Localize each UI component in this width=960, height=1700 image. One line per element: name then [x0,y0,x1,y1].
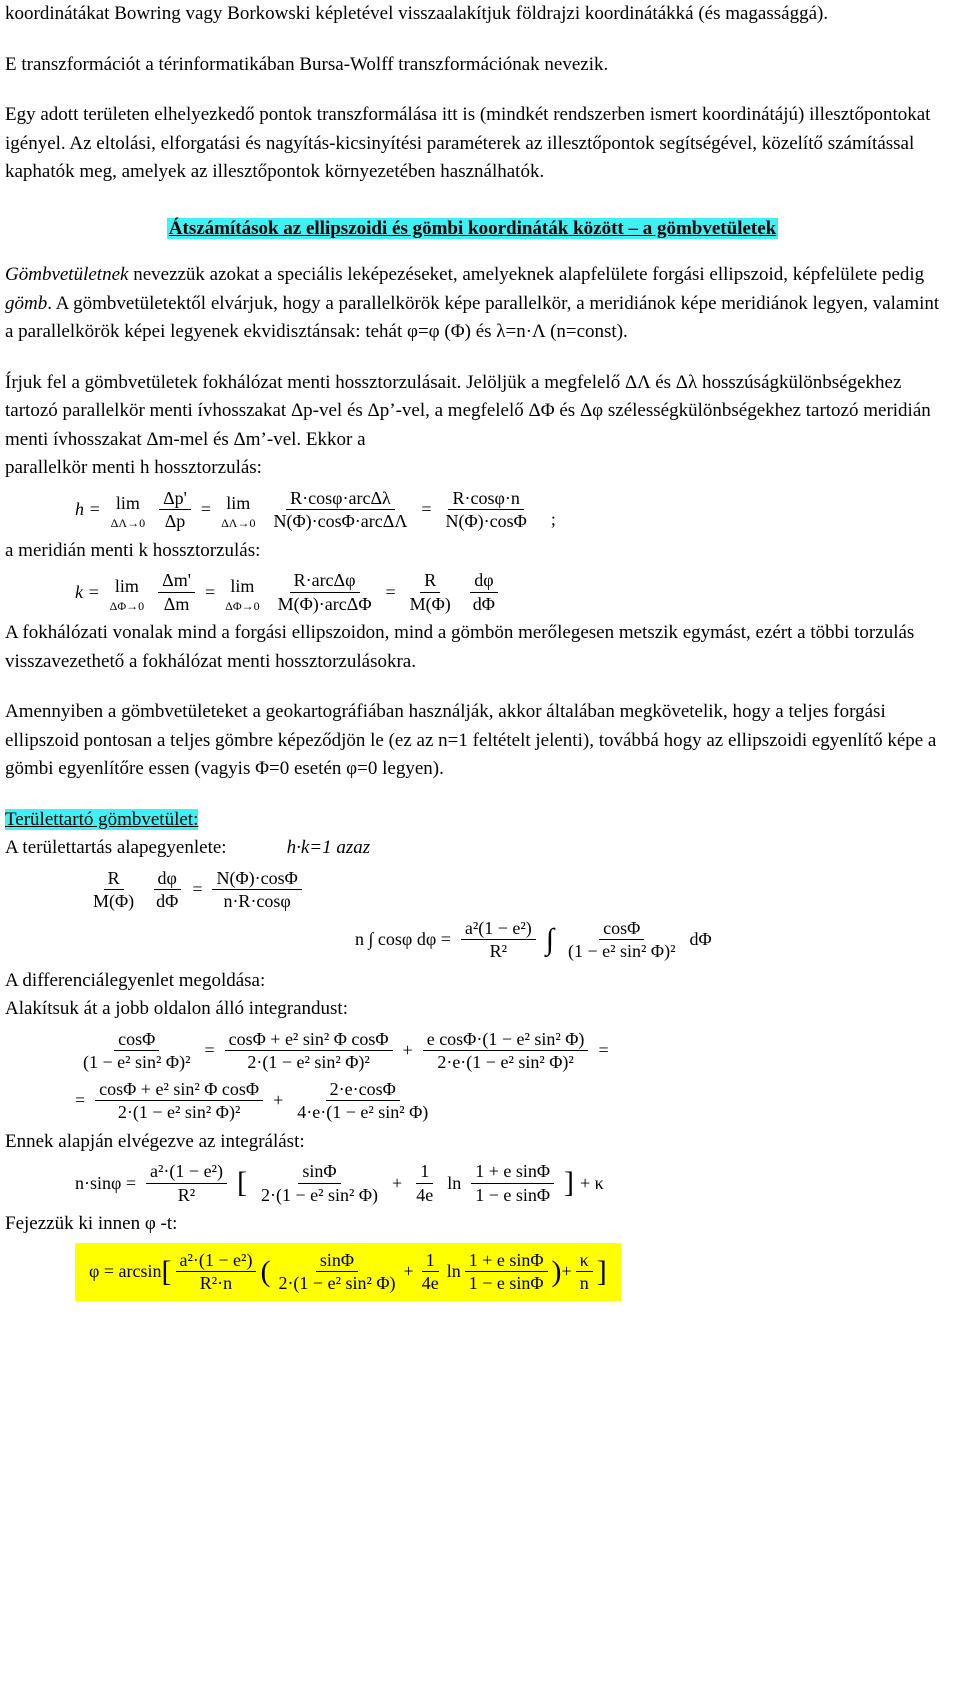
fraction-numerator: R·cosφ·arcΔλ [286,487,395,511]
fraction-denominator: Δp [164,511,186,531]
fraction-numerator: a²·(1 − e²) [146,1160,227,1184]
fraction-numerator: R·cosφ·n [448,487,523,511]
fraction [212,867,301,913]
fraction-denominator: 1 − e sinΦ [475,1184,551,1205]
paragraph-7: a meridián menti k hossztorzulás: [5,539,261,561]
fraction-denominator: Δm [163,593,190,614]
fraction-denominator: (1 − e² sin² Φ)² [83,1052,191,1072]
fraction [152,867,182,913]
lim-sub: ΔΛ→0 [221,516,256,530]
eq-text: + [561,1261,572,1281]
fraction-numerator: cosΦ + e² sin² Φ cosΦ [225,1028,393,1052]
fraction-numerator: cosΦ [114,1028,159,1052]
plus-sign: + [403,1261,414,1281]
sub-heading-text: Területtartó gömbvetület: [5,808,199,830]
lim-text: lim [226,493,251,513]
fraction [469,569,499,615]
fraction-denominator: N(Φ)·cosΦ·arcΔΛ [273,511,408,531]
fraction-denominator: 2·e·(1 − e² sin² Φ)² [437,1052,574,1072]
fraction [293,1078,432,1124]
equation-area-1 [85,867,940,913]
fraction-numerator: R [104,867,124,891]
fraction-numerator: Δm' [158,569,195,593]
equals-sign: = [598,1040,609,1060]
fraction [269,487,411,533]
fraction [257,1160,382,1206]
equation-h [75,487,940,533]
fraction [564,917,679,963]
fraction-denominator: dΦ [472,593,495,614]
plus-sign: + [273,1090,284,1110]
equals-sign: = [192,879,203,899]
eq-k-lhs: k = [75,581,100,602]
fraction-denominator: (1 − e² sin² Φ)² [568,941,676,961]
fraction [159,487,191,533]
paragraph-11: A differenciálegyenlet megoldása: [5,969,266,991]
equation-k [75,569,940,615]
fraction-numerator: sinΦ [298,1160,340,1184]
paragraph-6: parallelkör menti h hossztorzulás: [5,457,262,478]
equals-sign: = [421,499,432,519]
equals-sign: = [385,581,396,602]
fraction-denominator: n·R·cosφ [223,891,291,911]
bracket-close: ) [551,1254,562,1288]
eq-text: dΦ [689,929,712,949]
fraction [471,1160,554,1206]
fraction-denominator: R² [489,941,508,961]
fraction-numerator: sinΦ [316,1249,358,1273]
fraction [274,1249,399,1295]
paragraph-10: A területtartás alapegyenlete: [5,837,227,858]
fraction-numerator: 1 [422,1249,439,1273]
fraction-numerator: a²(1 − e²) [461,917,536,941]
term-gombvetulet: Gömbvetületnek [5,264,129,285]
fraction-numerator: a²·(1 − e²) [176,1249,257,1273]
eq-text: ln [446,1261,461,1281]
fraction-denominator: M(Φ)·arcΔΦ [277,593,372,614]
fraction [423,1028,589,1074]
paragraph-4-part-b: . A gömbvetületektől elvárjuk, hogy a parallelkörök képe parallelkör, a meridiánok képe meridiánok legyen, valamint a parallelkörök képei legyenek ekvidisztánsak: tehát φ=φ (Φ) és λ=n·Λ (n=const). [5,292,940,342]
paragraph-14: Fejezzük ki innen φ -t: [5,1213,178,1234]
bracket-open: ( [260,1254,271,1288]
lim-text: lim [115,493,140,513]
paragraph-3: Egy adott területen elhelyezkedő pontok transzformálása itt is (mindkét rendszerben ismert koordinátájú) illesztőpontokat igényel. Az eltolási, elforgatási és nagyítás-kicsinyítési paraméterek az illesztőpontok segítségével, közelítő számítással kaphatók meg, amelyek az illesztőpontok környezetében használhatók. [5,104,931,182]
paragraph-4 [5,261,940,347]
fraction-denominator: 4·e·(1 − e² sin² Φ) [297,1102,429,1122]
paragraph-9: Amennyiben a gömbvetületeket a geokartográfiában használják, akkor általában megkövetelik, hogy a teljes forgási ellipszoid pontosan a teljes gömbre képeződjön le (ez az n=1 feltételt jelenti), továbbá hogy az ellipszoidi egyenlítő képe a gömbi egyenlítőre essen (vagyis Φ=0 esetén φ=0 legyen). [5,701,937,779]
fraction [274,569,376,615]
integral-sign: ∫ [545,922,554,956]
fraction-denominator: R²·n [199,1273,233,1293]
plus-sign: + [402,1040,413,1060]
fraction-numerator: Δp' [159,487,191,511]
fraction [176,1249,257,1295]
fraction [158,569,195,615]
fraction-numerator: 1 + e sinΦ [465,1249,548,1273]
fraction [406,569,455,615]
fraction-numerator: R·arcΔφ [290,569,360,593]
fraction-numerator: 1 [416,1160,433,1184]
paragraph-13: Ennek alapján elvégezve az integrálást: [5,1130,305,1152]
area-condition-row [5,834,940,863]
bracket-close: ] [564,1166,575,1199]
equation-phi-result [75,1243,621,1301]
fraction-denominator: dΦ [156,891,179,911]
lim-sub: ΔΛ→0 [110,516,146,530]
fraction-denominator: M(Φ) [409,593,451,614]
lim-sub: ΔΦ→0 [225,598,260,613]
fraction-numerator: dφ [470,569,497,593]
fraction-denominator: 4e [421,1273,439,1293]
term-gomb: gömb [5,292,48,314]
fraction-numerator: 2·e·cosΦ [326,1078,400,1102]
plus-sign: + [392,1172,403,1193]
fraction-denominator: M(Φ) [93,891,135,911]
fraction [418,1249,443,1295]
section-heading [5,215,940,244]
equals-sign: = [204,581,216,602]
eq-h-lhs: h = [75,499,101,519]
fraction-numerator: 1 + e sinΦ [471,1160,554,1184]
lim-text: lim [114,575,139,596]
equals-sign: = [200,499,212,519]
fraction [95,1078,263,1124]
fraction-denominator: 1 − e sinΦ [468,1273,544,1293]
paragraph-2: E transzformációt a térinformatikában Bursa-Wolff transzformációnak nevezik. [5,53,609,75]
equals-sign: = [75,1090,86,1110]
lim-sub: ΔΦ→0 [109,598,145,613]
fraction [465,1249,548,1295]
fraction-numerator: cosΦ [599,917,644,941]
fraction [225,1028,393,1074]
fraction-numerator: N(Φ)·cosΦ [212,867,301,891]
fraction-denominator: 2·(1 − e² sin² Φ)² [247,1052,370,1072]
eq-text: φ = arcsin [89,1261,162,1281]
limit-k-1 [110,573,145,612]
equals-sign: = [204,1040,215,1060]
fraction [412,1160,437,1206]
fraction [146,1160,227,1206]
bracket-close: ] [596,1254,607,1288]
paragraph-1: koordinátákat Bowring vagy Borkowski képletével visszaalakítjuk földrajzi koordinátákká (és magassággá). [5,3,829,24]
lim-text: lim [230,575,255,596]
fraction-numerator: e cosΦ·(1 − e² sin² Φ) [423,1028,589,1052]
fraction-numerator: dφ [154,867,181,891]
sub-heading [5,806,940,835]
fraction-denominator: N(Φ)·cosΦ [445,511,527,531]
fraction-numerator: R [420,569,440,593]
fraction [461,917,536,963]
equation-integral-1 [355,917,940,963]
fraction-denominator: 2·(1 − e² sin² Φ) [260,1184,379,1205]
fraction-numerator: κ [576,1249,593,1273]
limit-h-1 [111,490,145,529]
equation-integrand-1 [75,1028,940,1074]
fraction [79,1028,194,1074]
limit-k-2 [225,573,260,612]
section-heading-text: Átszámítások az ellipszoidi és gömbi koordináták között – a gömbvetületek [168,217,777,239]
paragraph-5: Írjuk fel a gömbvetületek fokhálózat menti hossztorzulásait. Jelöljük a megfelelő ΔΛ és Δλ hosszúságkülönbségekhez tartozó parallelkör menti ívhosszakat Δp-vel és Δp’-vel, a megfelelő ΔΦ és Δφ szélességkülönbségekhez tartozó meridián menti ívhosszakat Δm-mel és Δm’-vel. Ekkor a [5,371,931,450]
fraction-denominator: R² [177,1184,196,1205]
fraction-denominator: 2·(1 − e² sin² Φ) [278,1273,396,1293]
paragraph-8: A fokhálózati vonalak mind a forgási ellipszoidon, mind a gömbön merőlegesen metszik egymást, ezért a többi torzulás visszavezethető a fokhálózat menti hossztorzulásokra. [5,622,915,672]
fraction [442,487,531,533]
fraction-denominator: 4e [416,1184,434,1205]
area-condition: h·k=1 azaz [286,837,371,858]
eq-text: + κ [580,1172,604,1193]
fraction-denominator: n [579,1273,589,1293]
semicolon: ; [550,508,556,529]
equation-integrand-2 [75,1078,940,1124]
bracket-open: [ [161,1254,172,1288]
fraction-numerator: cosΦ + e² sin² Φ cosΦ [95,1078,263,1102]
fraction-denominator: 2·(1 − e² sin² Φ)² [117,1102,241,1122]
eq-text: n·sinφ = [75,1172,137,1193]
fraction [576,1249,593,1295]
bracket-open: [ [236,1166,247,1199]
limit-h-2 [221,490,255,529]
eq-text: ln [447,1172,462,1193]
paragraph-4-part-a: nevezzük azokat a speciális leképezéseket, amelyeknek alapfelülete forgási ellipszoid, képfelülete pedig [128,264,925,285]
eq-text: n ∫ cosφ dφ = [355,929,451,949]
paragraph-12: Alakítsuk át a jobb oldalon álló integrandust: [5,998,348,1019]
fraction [89,867,138,913]
equation-integral-result [75,1160,940,1206]
